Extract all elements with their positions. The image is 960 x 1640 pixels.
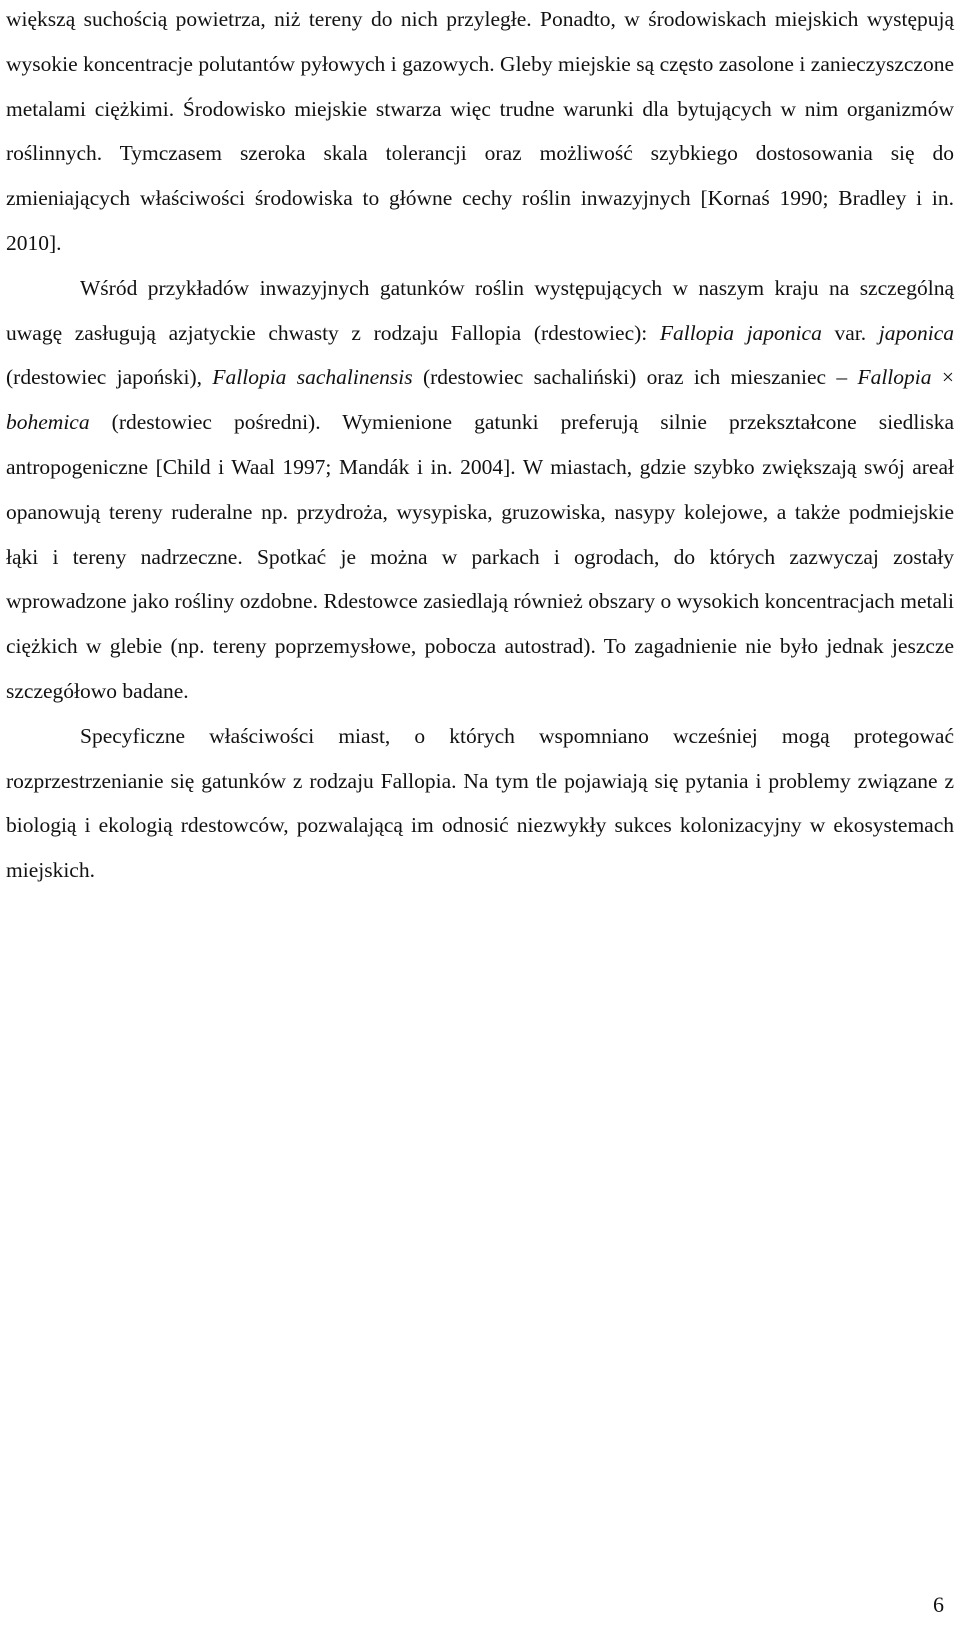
variety-name-italic: japonica: [878, 320, 954, 345]
paragraph-2-text: Wśród przykładów inwazyjnych gatunków roślin występujących w naszym kraju na szczególną uwagę zasługują azjatyckie chwasty z rodzaju Fallopia (rdestowiec):: [6, 275, 954, 345]
genus-name-italic: Fallopia: [857, 365, 932, 390]
paragraph-3-text: Specyficzne właściwości miast, o których wspomniano wcześniej mogą protegować rozprzestrzenianie się gatunków z rodzaju Fallopia. Na tym tle pojawiają się pytania i problemy związane z biologią i ekologią rdestowców, pozwalającą im odnosić niezwykły sukces kolonizacyjny w ekosystemach miejskich.: [6, 723, 954, 883]
paragraph-2-text: var.: [821, 320, 879, 345]
paragraph-2-text: (rdestowiec pośredni). Wymienione gatunki preferują silnie przekształcone siedliska antropogeniczne [Child i Waal 1997; Mandák i in. 2004]. W miastach, gdzie szybko zwiększają swój areał opanowują tereny ruderalne np. przydroża, wysypiska, gruzowiska, nasypy kolejowe, a także podmiejskie łąki i tereny nadrzeczne. Spotkać je można w parkach i ogrodach, do których zazwyczaj zostały wprowadzone jako rośliny ozdobne. Rdestowce zasiedlają również obszary o wysokich koncentracjach metali ciężkich w glebie (np. tereny poprzemysłowe, pobocza autostrad). To zagadnienie nie było jednak jeszcze szczegółowo badane.: [6, 410, 954, 703]
paragraph-3: [6, 714, 954, 893]
species-name-italic: Fallopia sachalinensis: [212, 365, 413, 390]
paragraph-2-text: (rdestowiec japoński),: [6, 365, 213, 390]
document-page: [6, 0, 954, 893]
hybrid-sign: ×: [931, 365, 954, 390]
species-name-italic: Fallopia japonica: [659, 320, 822, 345]
paragraph-1-text: większą suchością powietrza, niż tereny do nich przyległe. Ponadto, w środowiskach miejskich występują wysokie koncentracje polutantów pyłowych i gazowych. Gleby miejskie są często zasolone i zanieczyszczone metalami ciężkimi. Środowisko miejskie stwarza więc trudne warunki dla bytujących w nim organizmów roślinnych. Tymczasem szeroka skala tolerancji oraz możliwość szybkiego dostosowania się do zmieniających właściwości środowiska to główne cechy roślin inwazyjnych [Kornaś 1990; Bradley i in. 2010].: [6, 7, 954, 255]
paragraph-2-text: (rdestowiec sachaliński) oraz ich mieszaniec –: [412, 365, 858, 390]
paragraph-2: [6, 266, 954, 714]
species-name-italic: bohemica: [6, 410, 90, 435]
paragraph-1: [6, 0, 954, 266]
page-number: 6: [933, 1592, 944, 1617]
